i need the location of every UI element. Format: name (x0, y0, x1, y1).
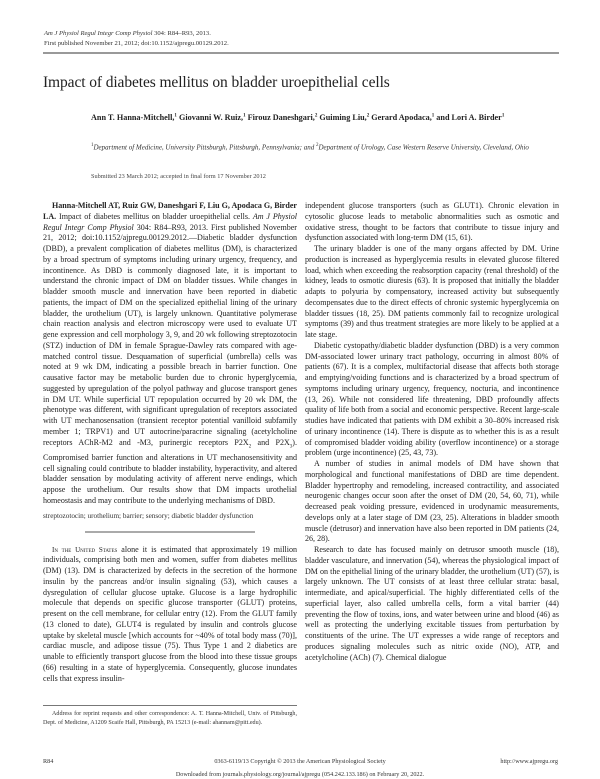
citation: 304: R84–R93, 2013. (152, 30, 211, 37)
left-column (43, 201, 297, 684)
first-published: First published November 21, 2012; doi:10.1152/ajpregu.00129.2012. (44, 40, 229, 47)
body-paragraph: The urinary bladder is one of the many organs affected by DM. Urine production is increased as hyperglycemia results in elevated glucose filtered load, which when exceeding the reabsorption capacity (renal threshold) of the kidney, leads to osmotic diuresis (63). It is proposed that initially the bladder adapts to polyuria by compensatory, increased activity but subsequently decompensates due to the direct effects of chronic systemic hyperglycemia on bladder tissues (18, 25). DM patients commonly fail to recognize urological symptoms (39) and thus treatment strategies are more likely to be applied at a late stage. (305, 244, 559, 339)
author: Ann T. Hanna-Mitchell,$^1$ (91, 112, 177, 122)
journal-url[interactable]: http://www.ajpregu.org (500, 758, 558, 765)
author: Giovanni W. Ruiz,$^1$ (176, 112, 246, 122)
body-paragraph: Research to date has focused mainly on detrusor smooth muscle (18), bladder vasculature, and innervation (54), whereas the physiological impact of DM on the epithelial lining of the urinary bladder, the urothelium (UT) (57), is largely unknown. The UT consists of at least three cellular strata: basal, intermediate, and apical/superficial. The highly differentiated cells of the superficial layer, also called umbrella cells, form a vital barrier (44) preventing the flow of toxins, ions, and water between urine and blood (46) as well as protecting the underlying excitable tissues from perturbation by constituents of the urine. The UT expresses a wide range of receptors and produces signaling molecules such as nitric oxide (NO), ATP, and acetylcholine (ACh) (7). Chemical dialogue (305, 545, 559, 662)
correspondence-footnote: Address for reprint requests and other correspondence: A. T. Hanna-Mitchell, Univ. of Pittsburgh, Dept. of Medicine, A1209 Scaife Hall, Pittsburgh, PA 15213 (e-mail: ahannam@pitt.edu). (43, 711, 297, 727)
right-column (305, 201, 559, 663)
intro-paragraph: In the United States alone it is estimated that approximately 19 million individuals, comprising both men and women, suffer from diabetes mellitus (DM) (13). DM is characterized by defects in the secretion of the hormone insulin by the pancreas and/or insulin signaling (53), which causes a dysregulation of cellular glucose uptake. Glucose is a large hydrophilic molecule that depends on specific glucose transporter (GLUT) proteins, present on the cell membrane, for cellular entry (12). From the GLUT family (13 cloned to date), GLUT4 is regulated by insulin and controls glucose uptake by skeletal muscle [which accounts for ~40% of total body mass (70)], cardiac muscle, and adipose tissue (75). Thus Type 1 and 2 diabetics are unable to efficiently transport glucose from the blood into these tissue groups (66) resulting in a state of hyperglycemia. Consequently, glucose inundates cells that express insulin- (43, 544, 297, 683)
journal-name: Am J Physiol Regul Integr Comp Physiol (44, 30, 153, 37)
copyright: 0363-6119/13 Copyright © 2013 the American Physiological Society (214, 758, 386, 765)
article-title: Impact of diabetes mellitus on bladder uroepithelial cells (43, 74, 390, 91)
author: and Lori A. Birder$^1$ (434, 112, 505, 122)
header-rule (43, 52, 559, 54)
author: Guiming Liu,$^2$ (317, 112, 370, 122)
body-paragraph: A number of studies in animal models of DM have shown that morphological and functional manifestations of DBD are time dependent. Bladder hypertrophy and remodeling, increased contractility, and associated neurogenic changes occur soon after the onset of DM (20, 54, 60, 71), while decreased peak voiding pressure, evidenced in urodynamic measurements, develops only at a later stage of DM (23, 25). Alterations in bladder smooth muscle (detrusor) and innervation have also been reported in DM patients (24, 26, 28). (305, 459, 559, 544)
body-paragraph: Diabetic cystopathy/diabetic bladder dysfunction (DBD) is a very common DM-associated lower urinary tract pathology, occurring in almost 80% of patients (67). It is a complex, multifactorial disease that affects both storage and emptying/voiding functions and is characterized by a broad spectrum of symptoms including urinary urgency, frequency, nocturia, and incontinence (13, 26). While not considered life threatening, DBD profoundly affects quality of life both from a social and economic perspective. Recent large-scale studies have indicated that patients with DM exhibit a 30–80% increased risk of urinary incontinence (14). There is dispute as to whether this is as a result of compromised bladder voiding ability (overflow incontinence) or a storage problem (urge incontinence) (25, 43, 73). (305, 340, 559, 458)
section-divider (85, 531, 255, 533)
page-number: R84 (43, 758, 54, 765)
author-list (91, 109, 531, 124)
affiliations: $^1$Department of Medicine, University Pittsburgh, Pittsburgh, Pennsylvania; and $^2$Department of Urology, Case Western Reserve University, Cleveland, Ohio (91, 143, 529, 152)
author: Gerard Apodaca,$^1$ (369, 112, 435, 122)
keywords: streptozotocin; urothelium; barrier; sensory; diabetic bladder dysfunction (43, 511, 254, 520)
journal-header (44, 29, 229, 49)
submission-dates: Submitted 23 March 2012; accepted in final form 17 November 2012 (91, 173, 266, 180)
abstract: Hanna-Mitchell AT, Ruiz GW, Daneshgari F, Liu G, Apodaca G, Birder LA. Impact of diabetes mellitus on bladder uroepithelial cells. Am J Physiol Regul Integr Comp Physiol 304: R84–R93, 2013. First published November 21, 2012; doi:10.1152/ajpregu.00129.2012.—Diabetic bladder dysfunction (DBD), a prevalent complication of diabetes mellitus (DM), is characterized by a broad spectrum of symptoms including urinary urgency, frequency, and incontinence. As DBD is commonly diagnosed late, it is important to understand the chronic impact of DM on bladder tissues. While changes in bladder smooth muscle and innervation have been reported in diabetic patients, the impact of DM on the specialized epithelial lining of the urinary bladder, the urothelium (UT), is largely unknown. Quantitative polymerase chain reaction analysis and electron microscopy were used to evaluate UT gene expression and cell morphology 3, 9, and 20 wk following streptozotocin (STZ) induction of DM in female Sprague-Dawley rats compared with age-matched control tissue. Desquamation of superficial (umbrella) cells was noted at 9 wk DM, indicating a possible breach in barrier function. One causative factor may be metabolic burden due to chronic hyperglycemia, suggested by upregulation of the polyol pathway and glucose transport genes in DM UT. While superficial UT repopulation occurred by 20 wk DM, the phenotype was different, with significant upregulation of receptors associated with UT mechanosensation (transient receptor potential vanilloid subfamily member 1; TRPV1) and UT autocrine/paracrine signaling (acetylcholine receptors AChR-M2 and -M3, purinergic receptors $P2X_2$ and $P2X_3$). Compromised barrier function and alterations in UT mechanosensitivity and cell signaling could contribute to bladder instability, hyperactivity, and altered bladder sensation by modulating activity of afferent nerve endings, which appose the urothelium. Our results show that DM impacts urothelial homeostasis and may contribute to the underlying mechanisms of DBD. (43, 201, 297, 505)
footnote-rule (43, 705, 297, 706)
body-paragraph: independent glucose transporters (such as GLUT1). Chronic elevation in cytosolic glucose leads to metabolic abnormalities such as osmotic and oxidative stress, thought to be factors that contribute to tissue injury and dysfunction associated with long-term DM (15, 61). (305, 201, 559, 243)
download-notice: Downloaded from journals.physiology.org/journal/ajpregu (054.242.133.186) on February 20, 2022. (175, 771, 425, 778)
author: Firouz Daneshgari,$^2$ (245, 112, 318, 122)
